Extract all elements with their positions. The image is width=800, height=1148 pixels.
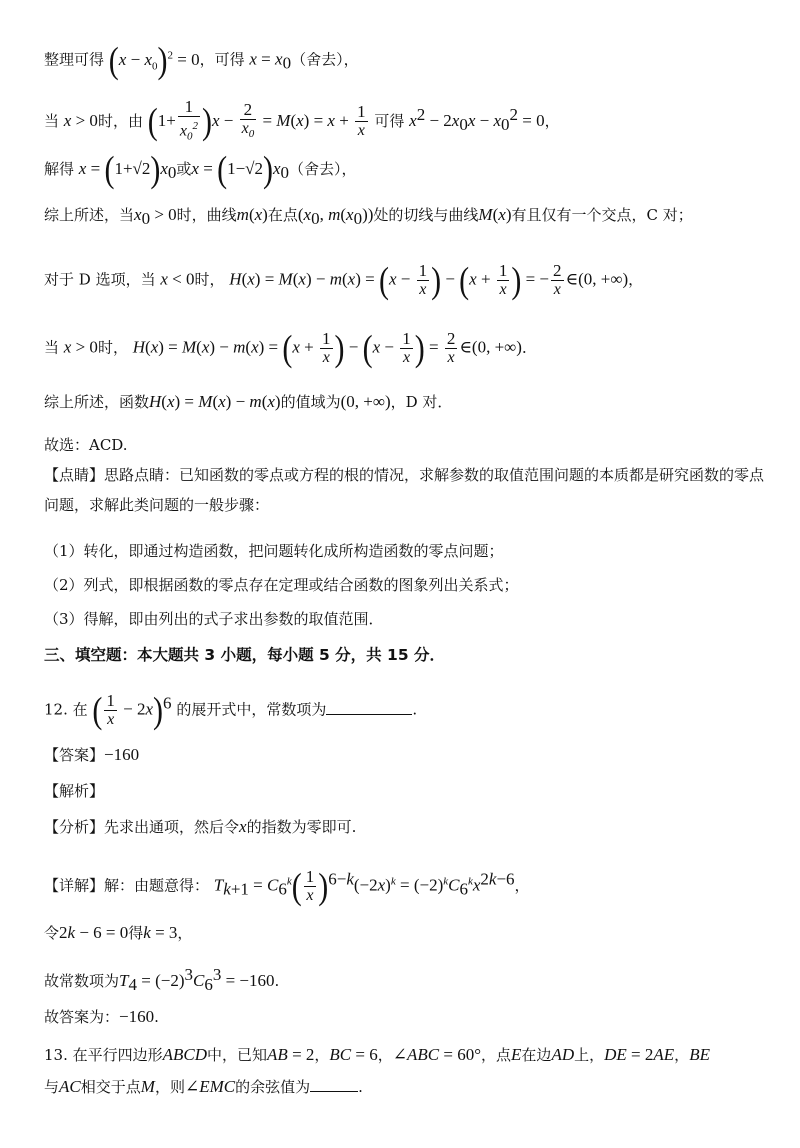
- guchang-line: 故常数项为$T_4 = (-2)^3C_6^3 = -160$.: [44, 965, 280, 994]
- text: （舍去），: [291, 50, 359, 69]
- text: 当: [44, 111, 60, 130]
- text: ，: [514, 876, 530, 895]
- text: 当: [44, 338, 60, 357]
- answer-blank[interactable]: [326, 700, 412, 715]
- dianjing-paragraph: 【点睛】思路点睛：已知函数的零点或方程的根的情况，求解参数的取值范围问题的本质都是研究函数的零点问题，求解此类问题的一般步骤：: [44, 466, 765, 514]
- xiangjie-line: 【详解】解：由题意得： $T_{k+1} = C_6^k$( $\frac{1}{x}$ )$^{6-k}(-2x)^k = (-2)^kC_6^kx^{2k-6}$，: [44, 865, 530, 907]
- text: 与: [44, 1078, 60, 1096]
- text: 相交于点: [80, 1078, 141, 1096]
- section-heading: 三、填空题：本大题共 3 小题，每小题 5 分，共 15 分．: [44, 646, 446, 664]
- text: 故常数项为: [44, 972, 120, 990]
- fenxi-line: 【分析】先求出通项，然后令x的指数为零即可.: [44, 817, 357, 836]
- line-6: 当 x > 0时， H(x) = M(x) − m(x) = (x + $\frac{1}{x}$ ) − (x − $\frac{1}{x}$ ) = $\frac{2}{x}$ ∈(0, +∞)．: [44, 327, 537, 369]
- text: .: [154, 1008, 159, 1026]
- question-13: 13. 在平行四边形ABCD中，已知AB = 2，BC = 6，∠ABC = 60°，点E在边AD上，DE = 2AE，BE: [44, 1045, 710, 1064]
- text: ，: [377, 1046, 393, 1064]
- text: 解得: [44, 160, 75, 178]
- text: 的值域为: [280, 393, 341, 411]
- text: ，: [674, 1046, 690, 1064]
- answer-value: −160: [104, 745, 140, 764]
- text: .: [412, 700, 418, 719]
- text: 的余弦值为: [235, 1078, 311, 1096]
- text: 在点: [267, 206, 298, 224]
- text: ，: [628, 270, 644, 289]
- text: 可得: [374, 111, 405, 130]
- text: ，则: [154, 1078, 185, 1096]
- text: 对于 D 选项，当: [44, 270, 156, 289]
- text: 故答案为：: [44, 1008, 120, 1026]
- text: ，可得: [199, 50, 245, 69]
- question-12: 12. 在 ( $\frac{1}{x}$ − 2x)$^6$ 的展开式中，常数项为 .: [44, 689, 418, 731]
- line-2: 当 x > 0时，由 (1+ $\frac{1}{x_0^2}$ )x − $\frac{2}{x_0}$ = M(x) = x + $\frac{1}{x}$ 可得 $x^2 - 2x_0x - x_0^2 = 0$，: [44, 97, 560, 143]
- text: 【分析】先求出通项，然后令: [44, 818, 240, 836]
- text: 时，: [97, 338, 128, 357]
- text: 令: [44, 924, 60, 942]
- text: ，D 对．: [390, 393, 453, 411]
- segment-label: BE: [689, 1045, 710, 1064]
- text: 的指数为零即可.: [246, 818, 357, 836]
- jiexi-label: 【解析】: [44, 782, 105, 800]
- text: .: [358, 1078, 363, 1096]
- text: 【答案】: [44, 746, 105, 764]
- text: 上，: [574, 1046, 605, 1064]
- step-3: （3）得解，即由列出的式子求出参数的取值范围．: [44, 610, 384, 628]
- text: ，: [314, 1046, 330, 1064]
- text: 或: [176, 160, 192, 178]
- text: 时，曲线: [176, 206, 237, 224]
- line-7: 综上所述，函数H(x) = M(x) − m(x)的值域为(0, +∞)，D 对．: [44, 392, 453, 411]
- text: 时，由: [97, 111, 143, 130]
- answer-line: [44, 744, 766, 766]
- text: 在边: [521, 1046, 552, 1064]
- text: 得: [128, 924, 144, 942]
- text: 中，已知: [207, 1046, 268, 1064]
- text: 【详解】解：由题意得：: [44, 876, 210, 895]
- text: 处的切线与曲线: [373, 206, 479, 224]
- line-3: 解得 $x = (1+√2)x_0$或$x = (1-√2)x_0$（舍去），: [44, 148, 357, 190]
- text: .: [274, 972, 280, 990]
- step-1: （1）转化，即通过构造函数，把问题转化成所构造函数的零点问题；: [44, 542, 504, 560]
- text: ，点: [481, 1046, 512, 1064]
- text: （舍去），: [289, 160, 357, 178]
- line-5: 对于 D 选项，当 x < 0时， H(x) = M(x) − m(x) = (x − $\frac{1}{x}$ ) − (x + $\frac{1}{x}$ ) = − $\frac{2}{x}$ ∈(0, +∞)，: [44, 259, 644, 301]
- line-8: 故选：ACD.: [44, 436, 128, 454]
- text: 综上所述，函数: [44, 393, 150, 411]
- text: 的展开式中，常数项为: [176, 700, 327, 719]
- text: 综上所述，当: [44, 206, 135, 224]
- question-13-cont: 与AC相交于点M，则∠EMC的余弦值为 .: [44, 1077, 363, 1096]
- text: ，: [544, 111, 560, 130]
- text: 整理可得: [44, 50, 105, 69]
- text: 12. 在: [44, 700, 88, 719]
- answer-value: −160: [119, 1007, 155, 1026]
- step-2: （2）列式，即根据函数的零点存在定理或结合函数的图象列出关系式；: [44, 576, 519, 594]
- text: ．: [521, 338, 537, 357]
- text: 13. 在平行四边形: [44, 1046, 163, 1064]
- line-4: 综上所述，当$x_0 > 0$时，曲线m(x)在点($x_0$, $m(x_0)$)处的切线与曲线M(x)有且仅有一个交点，C 对；: [44, 205, 693, 228]
- answer-blank[interactable]: [310, 1077, 358, 1092]
- text: 有且仅有一个交点，C 对；: [511, 206, 693, 224]
- ling-line: 令2k − 6 = 0得k = 3，: [44, 923, 193, 942]
- text: 时，: [194, 270, 225, 289]
- gudaan-line: [44, 1006, 766, 1028]
- text: ，: [177, 924, 193, 942]
- line-1: 整理可得 $(x - x_0)^2 = 0$，可得 $x = x_0$（舍去），: [44, 39, 359, 81]
